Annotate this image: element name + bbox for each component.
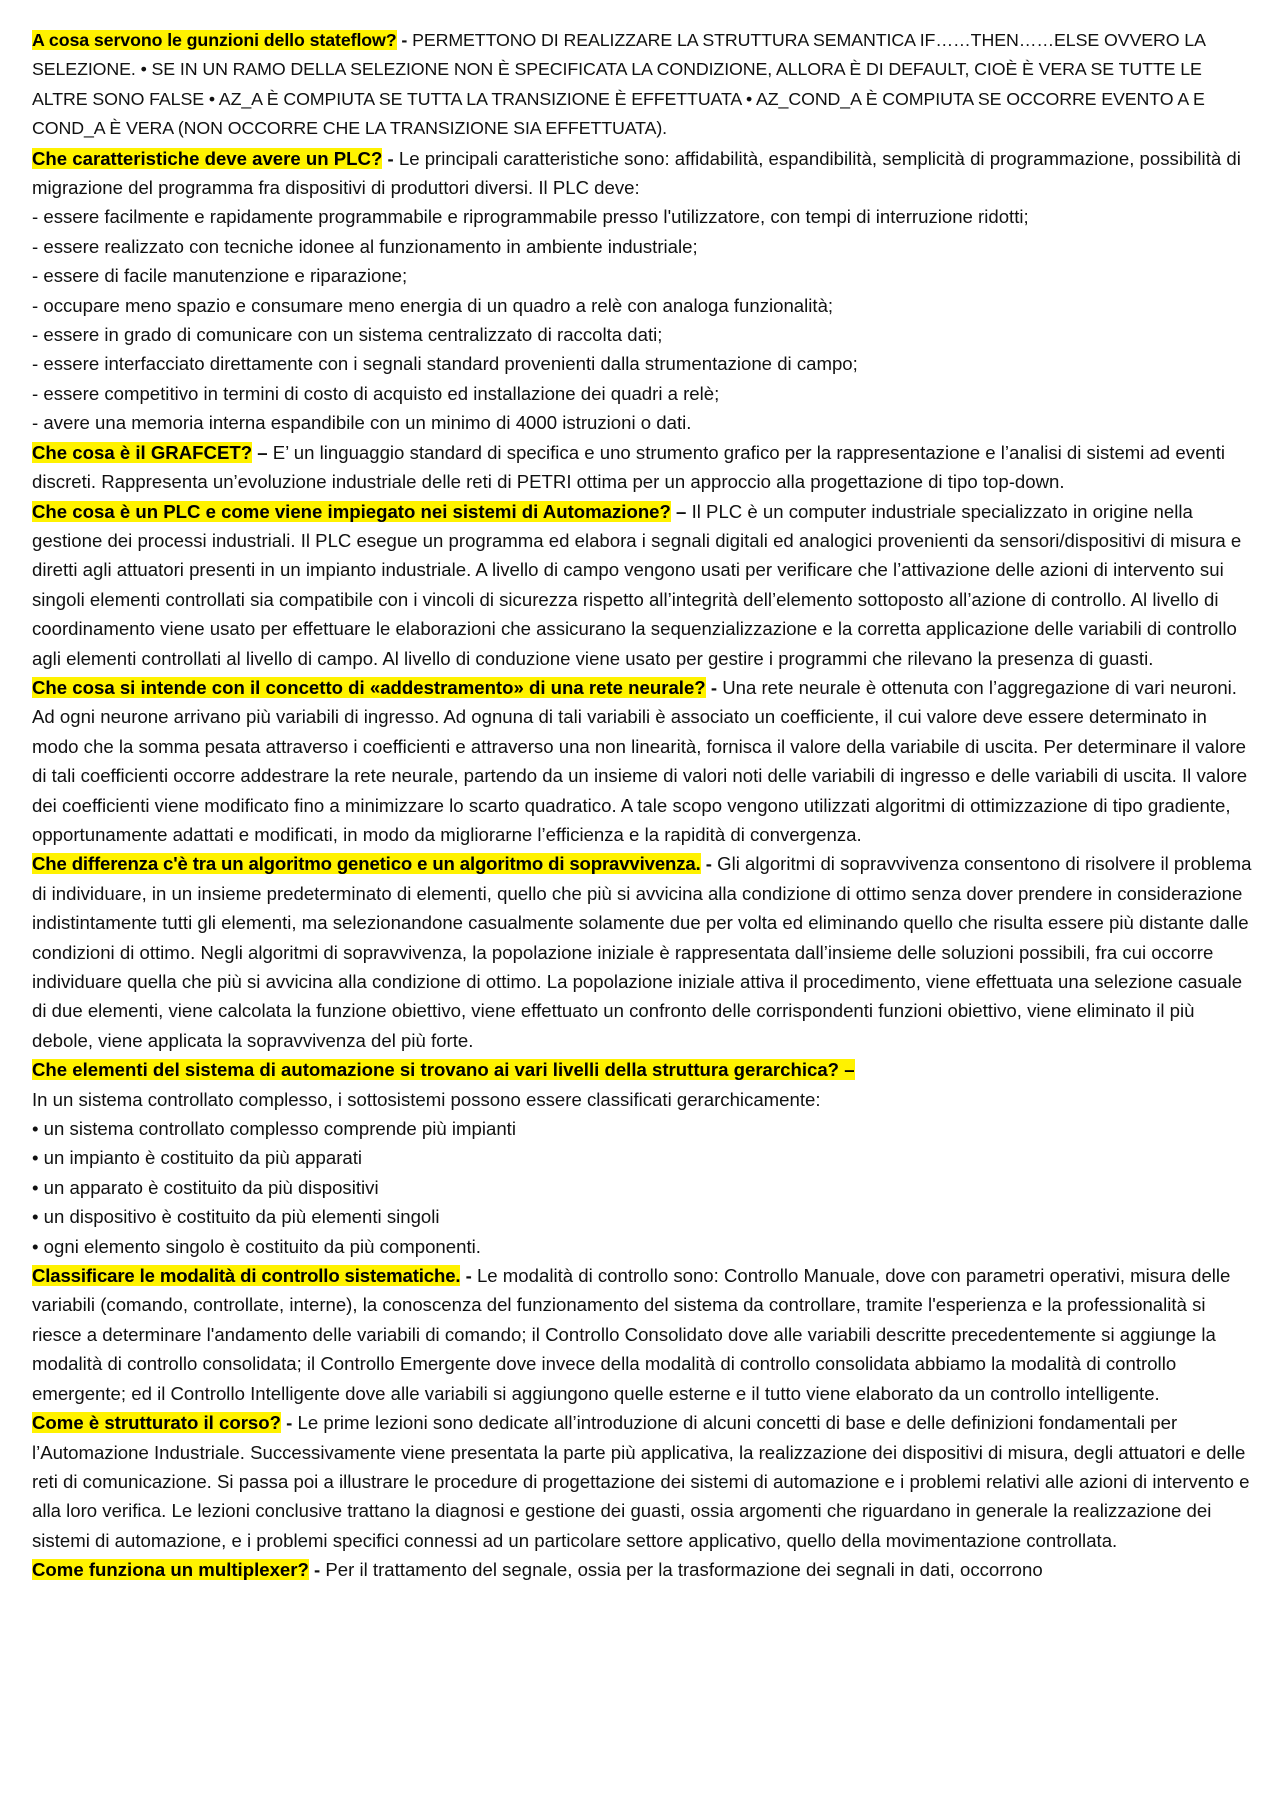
- answer-multiplexer: Per il trattamento del segnale, ossia per la trasformazione dei segnali in dati, occorrono: [325, 1559, 1043, 1581]
- answer-rete-neurale: Una rete neurale è ottenuta con l’aggregazione di vari neuroni. Ad ogni neurone arrivano più variabili di ingresso. Ad ognuna di tali variabili è associato un coefficiente, il cui valore deve essere determinato in modo che la somma pesata attraverso i coefficienti e attraverso una non linearità, fornisca il valore della variabile di uscita. Per determinare il valore di tali coefficienti occorre addestrare la rete neurale, partendo da un insieme di valori noti delle variabili di ingresso e delle variabili di uscita. Il valore dei coefficienti viene modificato fino a minimizzare lo scarto quadratico. A tale scopo vengono utilizzati algoritmi di ottimizzazione di tipo gradiente, opportunamente adattati e modificati, in modo da migliorarne l’efficienza e la rapidità di convergenza.: [32, 676, 1248, 845]
- question-grafcet: Che cosa è il GRAFCET?: [32, 441, 253, 463]
- question-separator: -: [700, 853, 718, 875]
- section-struttura-gerarchica: [32, 1055, 1252, 1261]
- question-separator: -: [705, 676, 723, 698]
- question-separator: -: [308, 1559, 326, 1581]
- question-algoritmi: Che differenza c'è tra un algoritmo genetico e un algoritmo di sopravvivenza.: [32, 853, 701, 875]
- list-item: - avere una memoria interna espandibile con un minimo di 4000 istruzioni o dati.: [32, 412, 692, 434]
- question-plc-caratteristiche: Che caratteristiche deve avere un PLC?: [32, 147, 383, 169]
- list-item: In un sistema controllato complesso, i sottosistemi possono essere classificati gerarchicamente:: [32, 1088, 821, 1110]
- answer-modalita-controllo: Le modalità di controllo sono: Controllo Manuale, dove con parametri operativi, misura delle variabili (comando, controllate, interne), la conoscenza del funzionamento del sistema da controllare, tramite l'esperienza e la professionalità si riesce a determinare l'andamento delle variabili di comando; il Controllo Consolidato dove alle variabili descritte precedentemente si aggiunge la modalità di controllo consolidata; il Controllo Emergente dove invece della modalità di controllo consolidata abbiamo la modalità di controllo emergente; ed il Controllo Intelligente dove alle variabili si aggiungono quelle esterne e il tutto viene elaborato da un controllo intelligente.: [32, 1265, 1231, 1404]
- list-item: - occupare meno spazio e consumare meno energia di un quadro a relè con analoga funzionalità;: [32, 294, 834, 316]
- section-grafcet: [32, 438, 1252, 497]
- section-multiplexer: [32, 1555, 1252, 1584]
- question-multiplexer: Come funziona un multiplexer?: [32, 1559, 309, 1581]
- question-separator: -: [396, 30, 413, 50]
- list-item: • un impianto è costituito da più apparati: [32, 1147, 363, 1169]
- question-separator: -: [460, 1265, 477, 1287]
- question-corso: Come è strutturato il corso?: [32, 1412, 281, 1434]
- list-item: • un sistema controllato complesso comprende più impianti: [32, 1118, 516, 1140]
- list-item: - essere di facile manutenzione e riparazione;: [32, 265, 408, 287]
- list-item: - essere competitivo in termini di costo di acquisto ed installazione dei quadri a relè;: [32, 382, 720, 404]
- question-stateflow: A cosa servono le gunzioni dello stateflow?: [32, 30, 397, 50]
- section-rete-neurale: [32, 673, 1252, 849]
- section-algoritmi: [32, 849, 1252, 1055]
- question-struttura-gerarchica: Che elementi del sistema di automazione si trovano ai vari livelli della struttura gerarchica? –: [32, 1059, 855, 1081]
- question-separator: –: [670, 500, 692, 522]
- section-corso: [32, 1408, 1252, 1555]
- question-separator: -: [280, 1412, 298, 1434]
- list-item: - essere interfacciato direttamente con i segnali standard provenienti dalla strumentazione di campo;: [32, 353, 858, 375]
- question-plc-automazione: Che cosa è un PLC e come viene impiegato nei sistemi di Automazione?: [32, 500, 671, 522]
- list-item: - essere in grado di comunicare con un sistema centralizzato di raccolta dati;: [32, 324, 663, 346]
- answer-grafcet: E’ un linguaggio standard di specifica e uno strumento grafico per la rappresentazione e l’analisi di sistemi ad eventi discreti. Rappresenta un’evoluzione industriale delle reti di PETRI ottima per un approccio alla progettazione di tipo top-down.: [32, 441, 1226, 493]
- answer-plc-caratteristiche: Le principali caratteristiche sono: affidabilità, espandibilità, semplicità di programmazione, possibilità di migrazione del programma fra dispositivi di produttori diversi. Il PLC deve:: [32, 147, 1241, 199]
- section-modalita-controllo: [32, 1261, 1252, 1408]
- question-separator: -: [382, 147, 399, 169]
- section-plc-automazione: [32, 497, 1252, 673]
- answer-corso: Le prime lezioni sono dedicate all’introduzione di alcuni concetti di base e delle definizioni fondamentali per l’Automazione Industriale. Successivamente viene presentata la parte più applicativa, la realizzazione dei dispositivi di misura, degli attuatori e delle reti di comunicazione. Si passa poi a illustrare le procedure di progettazione dei sistemi di automazione e i problemi relativi alle azioni di intervento e alla loro verifica. Le lezioni conclusive trattano la diagnosi e gestione dei guasti, ossia argomenti che riguardano in generale la realizzazione dei sistemi di automazione, e i problemi specifici connessi ad un particolare settore applicativo, quello della movimentazione controllata.: [32, 1412, 1250, 1551]
- list-item: - essere facilmente e rapidamente programmabile e riprogrammabile presso l'utilizzatore, con tempi di interruzione ridotti;: [32, 206, 1029, 228]
- list-item: • ogni elemento singolo è costituito da più componenti.: [32, 1235, 481, 1257]
- list-item: • un dispositivo è costituito da più elementi singoli: [32, 1206, 440, 1228]
- question-separator: –: [252, 441, 273, 463]
- answer-plc-automazione: Il PLC è un computer industriale specializzato in origine nella gestione dei processi industriali. Il PLC esegue un programma ed elabora i segnali digitali ed analogici provenienti da sensori/dispositivi di misura e diretti agli attuatori presenti in un impianto industriale. A livello di campo vengono usati per verificare che l’attivazione delle azioni di intervento sui singoli elementi controllati sia compatibile con i vincoli di sicurezza rispetto all’integrità dell’elemento sottoposto all’azione di controllo. Al livello di coordinamento viene usato per effettuare le elaborazioni che assicurano la sequenzializzazione e la corretta applicazione delle variabili di controllo agli elementi controllati al livello di campo. Al livello di conduzione viene usato per gestire i programmi che rilevano la presenza di guasti.: [32, 500, 1242, 669]
- section-plc-caratteristiche: [32, 144, 1252, 438]
- question-modalita-controllo: Classificare le modalità di controllo sistematiche.: [32, 1265, 461, 1287]
- question-rete-neurale: Che cosa si intende con il concetto di «addestramento» di una rete neurale?: [32, 676, 706, 698]
- list-item: - essere realizzato con tecniche idonee al funzionamento in ambiente industriale;: [32, 235, 698, 257]
- list-item: • un apparato è costituito da più dispositivi: [32, 1176, 379, 1198]
- answer-algoritmi: Gli algoritmi di sopravvivenza consentono di risolvere il problema di individuare, in un insieme predeterminato di elementi, quello che più si avvicina alla condizione di ottimo senza dover prendere in considerazione indistintamente tutti gli elementi, ma selezionandone casualmente solamente due per volta ed eliminando quello che risulta essere più distante dalle condizioni di ottimo. Negli algoritmi di sopravvivenza, la popolazione iniziale è rappresentata dall’insieme delle soluzioni possibili, fra cui occorre individuare quella che più si avvicina alla condizione di ottimo. La popolazione iniziale attiva il procedimento, viene effettuata una selezione casuale di due elementi, viene calcolata la funzione obiettivo, viene effettuato un confronto delle corrispondenti funzioni obiettivo, viene eliminato il più debole, viene applicata la sopravvivenza del più forte.: [32, 853, 1252, 1051]
- section-stateflow: [32, 26, 1252, 144]
- answer-stateflow: PERMETTONO DI REALIZZARE LA STRUTTURA SEMANTICA IF……THEN……ELSE OVVERO LA SELEZIONE. • SE IN UN RAMO DELLA SELEZIONE NON È SPECIFICATA LA CONDIZIONE, ALLORA È DI DEFAULT, CIOÈ È VERA SE TUTTE LE ALTRE SONO FALSE • AZ_A È COMPIUTA SE TUTTA LA TRANSIZIONE È EFFETTUATA • AZ_COND_A È COMPIUTA SE OCCORRE EVENTO A E COND_A È VERA (NON OCCORRE CHE LA TRANSIZIONE SIA EFFETTUATA).: [32, 30, 1205, 139]
